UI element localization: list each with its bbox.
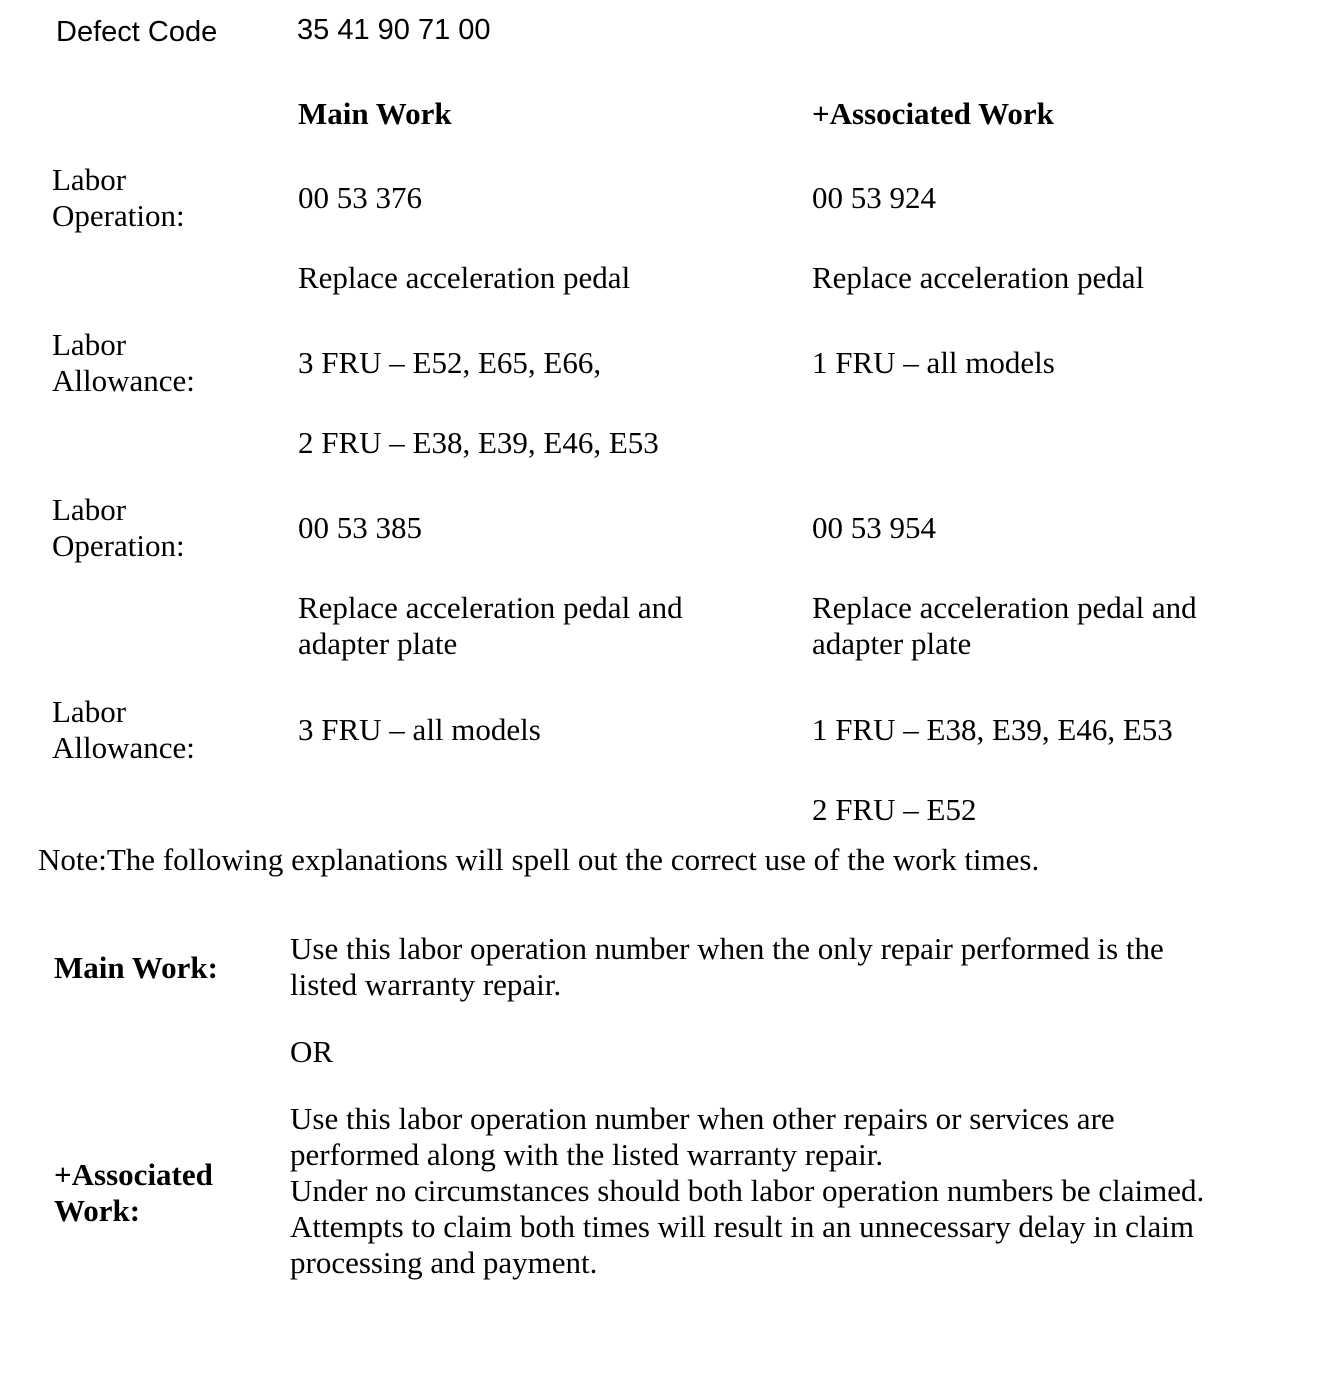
label-line: Allowance: bbox=[52, 730, 195, 765]
description-line: Replace acceleration pedal and bbox=[812, 590, 1197, 625]
label-line: Allowance: bbox=[52, 363, 195, 398]
explanation-line: Under no circumstances should both labor operation numbers be claimed. bbox=[290, 1173, 1205, 1208]
associated-labor-allowance-2b: 2 FRU – E52 bbox=[812, 792, 977, 827]
label-line: Labor bbox=[52, 162, 127, 197]
main-description-2 bbox=[298, 590, 683, 662]
associated-labor-allowance-2a: 1 FRU – E38, E39, E46, E53 bbox=[812, 712, 1173, 747]
row-label-labor-allowance bbox=[52, 694, 195, 766]
description-line: adapter plate bbox=[298, 626, 458, 661]
explanation-line: Attempts to claim both times will result in an unnecessary delay in claim bbox=[290, 1209, 1194, 1244]
main-description-1: Replace acceleration pedal bbox=[298, 260, 631, 295]
explanation-line: Use this labor operation number when the only repair performed is the bbox=[290, 931, 1164, 966]
explanation-line: performed along with the listed warranty repair. bbox=[290, 1137, 884, 1172]
label-line: Labor bbox=[52, 492, 127, 527]
defect-code-value: 35 41 90 71 00 bbox=[297, 14, 491, 46]
explanation-main-work bbox=[290, 931, 1164, 1003]
row-label-labor-operation bbox=[52, 162, 185, 234]
associated-description-2 bbox=[812, 590, 1197, 662]
label-line: Operation: bbox=[52, 198, 185, 233]
label-line: Work: bbox=[54, 1193, 141, 1228]
note-text: Note:The following explanations will spell out the correct use of the work times. bbox=[38, 842, 1040, 877]
description-line: Replace acceleration pedal and bbox=[298, 590, 683, 625]
label-line: Operation: bbox=[52, 528, 185, 563]
explanation-label-associated-work bbox=[54, 1157, 213, 1229]
column-header-associated-work: +Associated Work bbox=[812, 96, 1054, 131]
label-line: +Associated bbox=[54, 1157, 213, 1192]
main-labor-operation-1: 00 53 376 bbox=[298, 180, 422, 215]
main-labor-allowance-2: 3 FRU – all models bbox=[298, 712, 541, 747]
explanation-associated-work bbox=[290, 1101, 1204, 1281]
description-line: adapter plate bbox=[812, 626, 972, 661]
explanation-line: processing and payment. bbox=[290, 1245, 598, 1280]
defect-code-label: Defect Code bbox=[56, 16, 218, 48]
row-label-labor-allowance bbox=[52, 327, 195, 399]
column-header-main-work: Main Work bbox=[298, 96, 452, 131]
associated-labor-operation-2: 00 53 954 bbox=[812, 510, 936, 545]
explanation-or: OR bbox=[290, 1034, 334, 1069]
explanation-label-main-work: Main Work: bbox=[54, 950, 218, 985]
main-labor-allowance-1a: 3 FRU – E52, E65, E66, bbox=[298, 345, 602, 380]
explanation-line: Use this labor operation number when other repairs or services are bbox=[290, 1101, 1115, 1136]
row-label-labor-operation bbox=[52, 492, 185, 564]
label-line: Labor bbox=[52, 694, 127, 729]
label-line: Labor bbox=[52, 327, 127, 362]
associated-description-1: Replace acceleration pedal bbox=[812, 260, 1145, 295]
main-labor-allowance-1b: 2 FRU – E38, E39, E46, E53 bbox=[298, 425, 659, 460]
associated-labor-operation-1: 00 53 924 bbox=[812, 180, 936, 215]
associated-labor-allowance-1: 1 FRU – all models bbox=[812, 345, 1055, 380]
explanation-line: listed warranty repair. bbox=[290, 967, 562, 1002]
main-labor-operation-2: 00 53 385 bbox=[298, 510, 422, 545]
